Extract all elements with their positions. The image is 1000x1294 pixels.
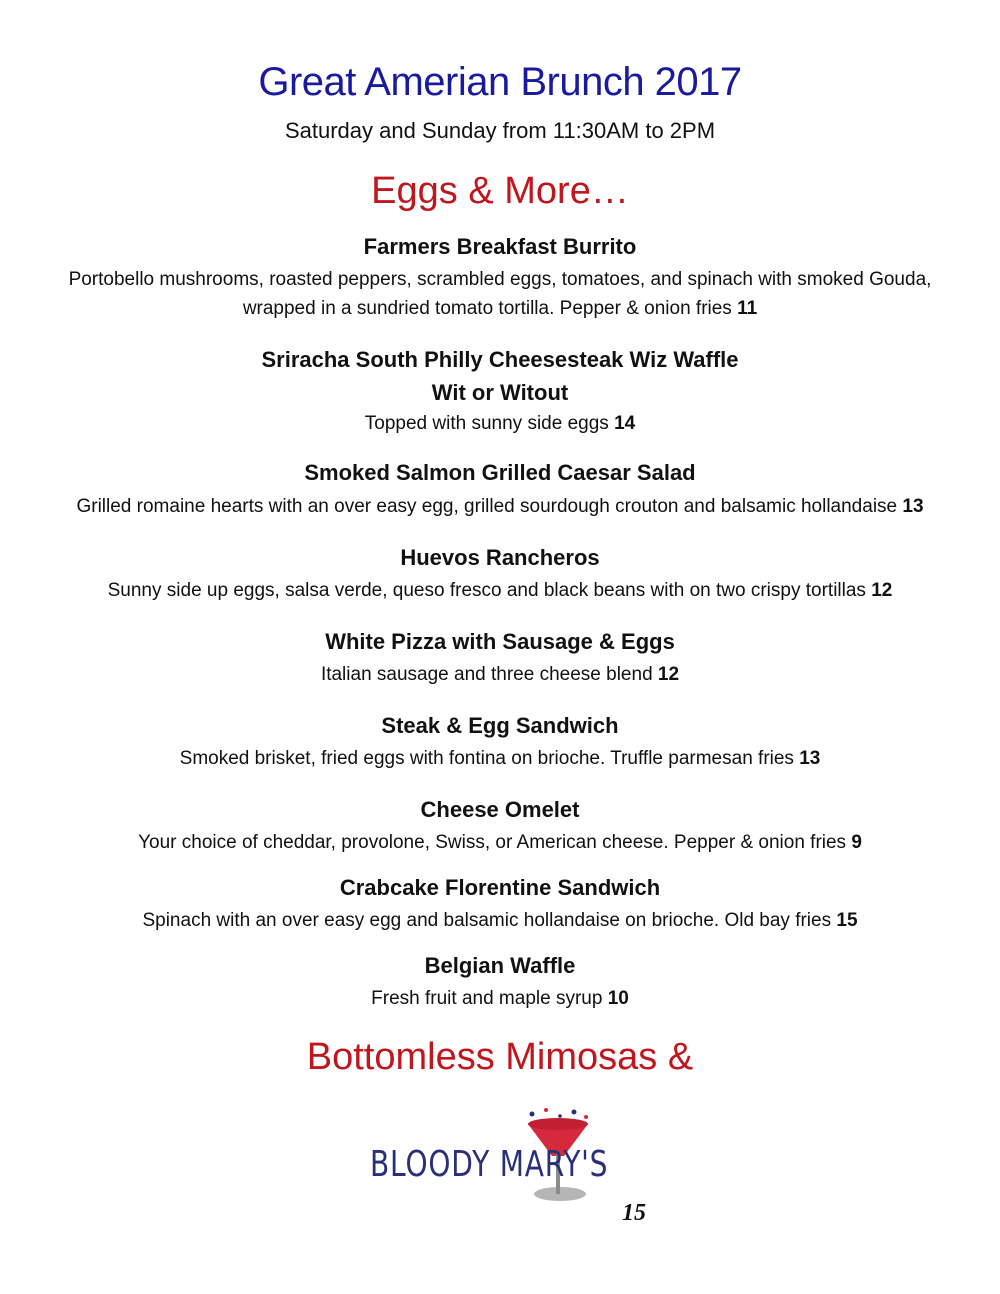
menu-item-name: Farmers Breakfast Burrito [363, 234, 637, 259]
bloody-marys-logo [360, 1108, 620, 1208]
menu-item-name: Cheese Omelet [420, 797, 580, 822]
menu-item-desc [0, 265, 1000, 323]
menu-item-desc-line: wrapped in a sundried tomato tortilla. Pepper & onion fries [242, 298, 732, 319]
section-title-eggs: Eggs & More… [371, 170, 629, 212]
menu-item-name: Smoked Salmon Grilled Caesar Salad [304, 460, 696, 485]
menu-item-desc [0, 984, 1000, 1013]
menu-item-price: 14 [614, 413, 636, 434]
menu-item-name: Huevos Rancheros [400, 545, 600, 570]
menu-item-price: 11 [737, 298, 758, 319]
menu-item-desc [0, 576, 1000, 605]
menu-item-name: Crabcake Florentine Sandwich [339, 875, 661, 900]
menu-item-desc-text: Fresh fruit and maple syrup [371, 988, 603, 1009]
menu-item-desc-text: Spinach with an over easy egg and balsamic hollandaise on brioche. Old bay fries [142, 910, 832, 931]
menu-item-desc-text: Smoked brisket, fried eggs with fontina on brioche. Truffle parmesan fries [179, 748, 794, 769]
menu-item-price: 10 [607, 988, 629, 1009]
menu-item-desc-text: Sunny side up eggs, salsa verde, queso fresco and black beans with on two crispy tortillas [107, 580, 866, 601]
section-title-drinks: Bottomless Mimosas & [306, 1036, 694, 1078]
menu-item-desc [0, 744, 1000, 773]
menu-item-desc [0, 828, 1000, 857]
menu-item-desc-line: Portobello mushrooms, roasted peppers, scrambled eggs, tomatoes, and spinach with smoked Gouda, [68, 269, 932, 290]
menu-item-price: 15 [836, 910, 858, 931]
menu-item-name: Steak & Egg Sandwich [381, 713, 619, 738]
menu-item-price: 13 [799, 748, 821, 769]
menu-item-name: Belgian Waffle [424, 953, 576, 978]
menu-item-desc-text: Grilled romaine hearts with an over easy egg, grilled sourdough crouton and balsamic hollandaise [76, 496, 898, 517]
menu-item-price: 12 [657, 664, 680, 685]
menu-item-name-line2: Wit or Witout [431, 380, 569, 405]
page-title: Great Amerian Brunch 2017 [258, 60, 742, 104]
menu-item-name: White Pizza with Sausage & Eggs [325, 629, 675, 654]
menu-item-desc-text: Topped with sunny side eggs [364, 413, 609, 434]
menu-item-desc [0, 492, 1000, 521]
menu-item-name: Sriracha South Philly Cheesesteak Wiz Waffle [261, 347, 739, 372]
logo-text: BLOODY MARY'S [370, 1144, 609, 1185]
menu-item-desc-text: Your choice of cheddar, provolone, Swiss, or American cheese. Pepper & onion fries [138, 832, 847, 853]
menu-item-price: 9 [851, 832, 862, 853]
menu-item-price: 12 [871, 580, 893, 601]
menu-item-desc [0, 409, 1000, 438]
drinks-price: 15 [622, 1200, 646, 1226]
page-subtitle: Saturday and Sunday from 11:30AM to 2PM [284, 118, 716, 143]
menu-item-desc [0, 660, 1000, 689]
menu-item-desc-text: Italian sausage and three cheese blend [320, 664, 653, 685]
menu-item-price: 13 [902, 496, 924, 517]
menu-item-desc [0, 906, 1000, 935]
